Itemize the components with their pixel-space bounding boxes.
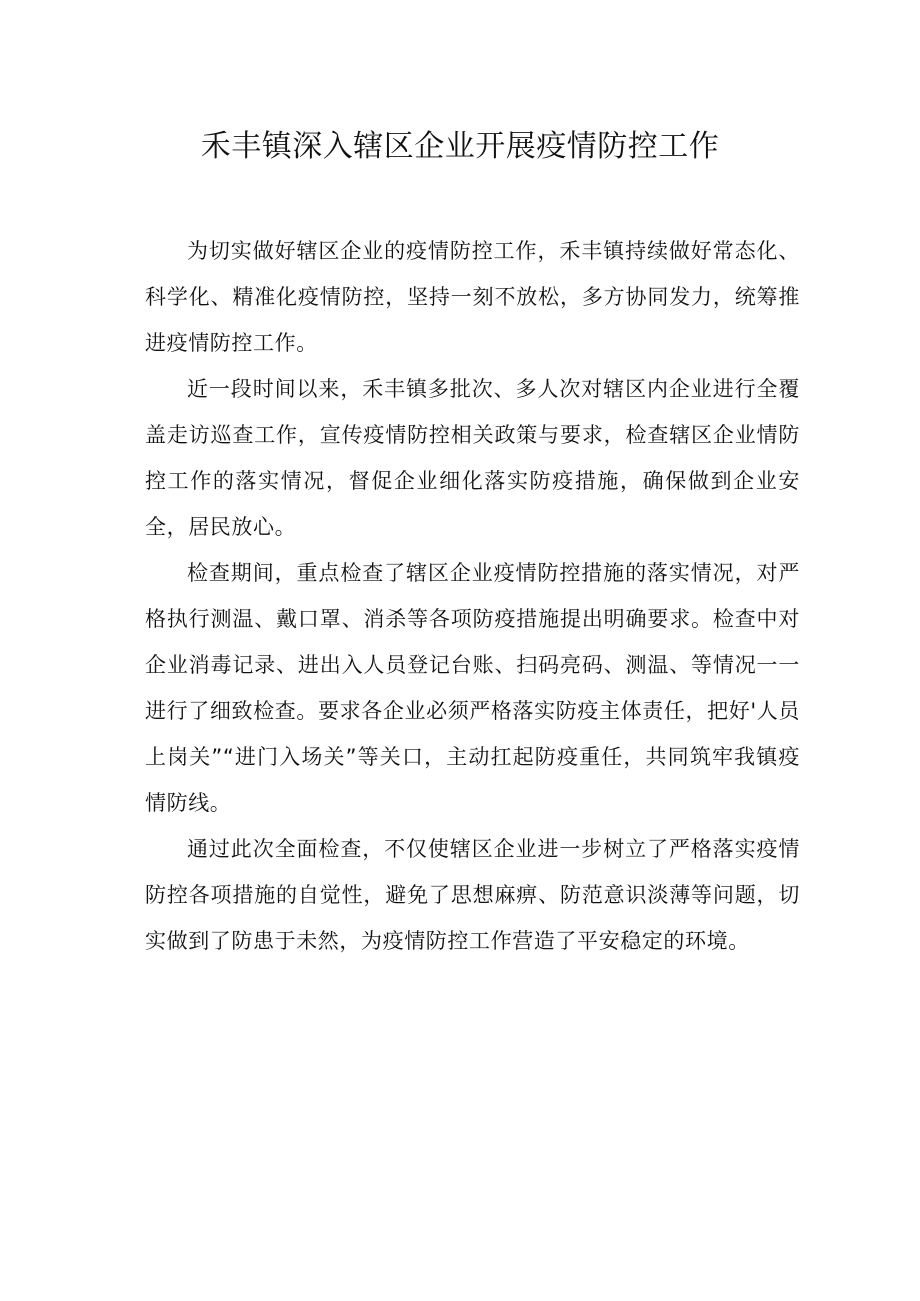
paragraph-1: 为切实做好辖区企业的疫情防控工作，禾丰镇持续做好常态化、科学化、精准化疫情防控，坚持一刻不放松，多方协同发力，统筹推进疫情防控工作。 [145, 239, 800, 355]
document-body [145, 228, 800, 964]
document-title: 禾丰镇深入辖区企业开展疫情防控工作 [200, 129, 720, 164]
paragraph-3: 检查期间，重点检查了辖区企业疫情防控措施的落实情况，对严格执行测温、戴口罩、消杀等各项防疫措施提出明确要求。检查中对企业消毒记录、进出入人员登记台账、扫码亮码、测温、等情况一一进行了细致检查。要求各企业必须严格落实防疫主体责任，把好'人员上岗关”“进门入场关”等关口，主动扛起防疫重任，共同筑牢我镇疫情防线。 [145, 561, 800, 815]
paragraph-4: 通过此次全面检查，不仅使辖区企业进一步树立了严格落实疫情防控各项措施的自觉性，避免了思想麻痹、防范意识淡薄等问题，切实做到了防患于未然，为疫情防控工作营造了平安稳定的环境。 [145, 837, 800, 953]
paragraph-2: 近一段时间以来，禾丰镇多批次、多人次对辖区内企业进行全覆盖走访巡查工作，宣传疫情防控相关政策与要求，检查辖区企业情防控工作的落实情况，督促企业细化落实防疫措施，确保做到企业安全，居民放心。 [145, 377, 800, 539]
